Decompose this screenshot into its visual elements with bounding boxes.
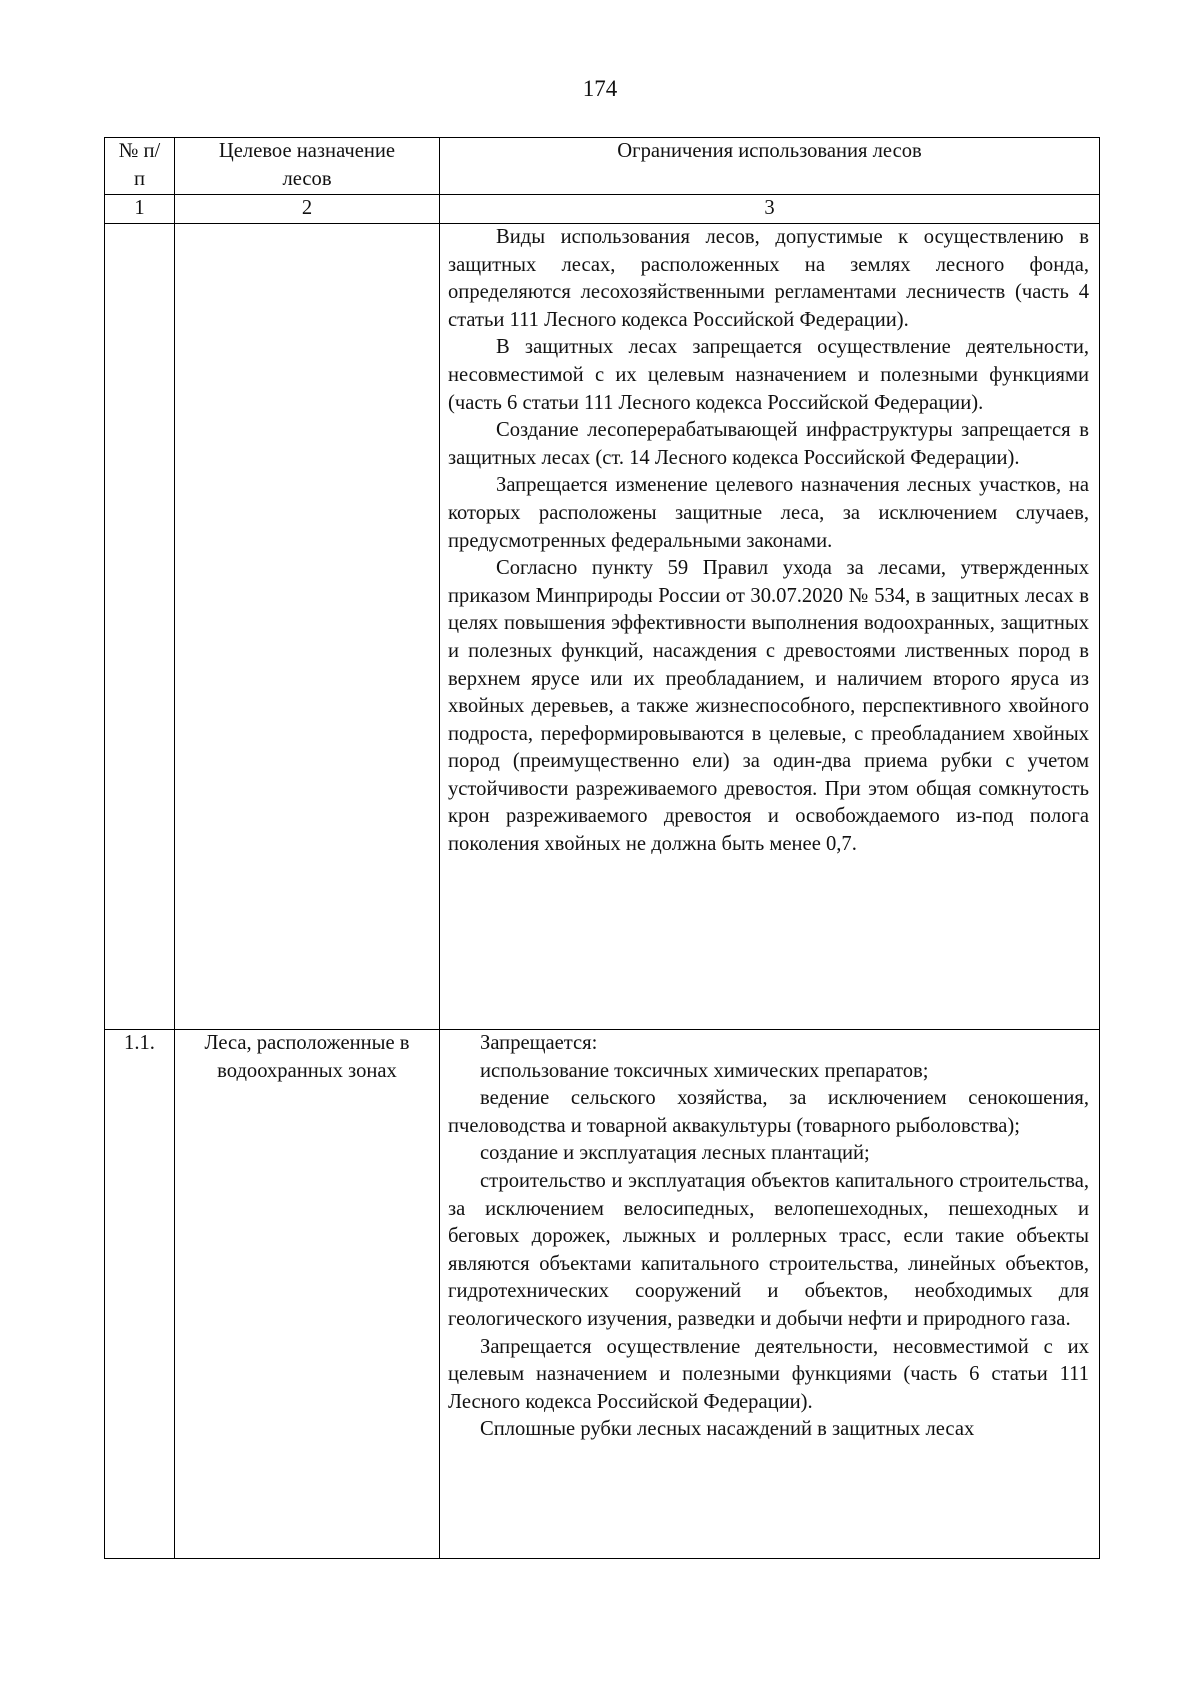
- forest-restrictions-table: [104, 137, 1100, 1559]
- header-restrictions: Ограничения использования лесов: [440, 138, 1100, 195]
- column-number: 2: [175, 195, 440, 224]
- paragraph: создание и эксплуатация лесных плантаций;: [480, 1142, 870, 1165]
- paragraph: Запрещается осуществление деятельности, несовместимой с их целевым назначением и полезными функциями (часть 6 статьи 111 Лесного кодекса Российской Федерации).: [448, 1335, 1089, 1413]
- column-number-row: [105, 195, 1100, 224]
- paragraph: ведение сельского хозяйства, за исключением сенокошения, пчеловодства и товарной аквакультуры (товарного рыболовства);: [448, 1087, 1089, 1137]
- row-num: 1.1.: [105, 1030, 175, 1559]
- paragraph: Создание лесоперерабатывающей инфраструктуры запрещается в защитных лесах (ст. 14 Лесного кодекса Российской Федерации).: [448, 419, 1089, 469]
- paragraph: строительство и эксплуатация объектов капитального строительства, за исключением велосипедных, велопешеходных, пешеходных и беговых дорожек, лыжных и роллерных трасс, если такие объекты являются объектами капитального строительства, линейных объектов, гидротехнических сооружений и объектов, необходимых для геологического изучения, разведки и добычи нефти и природного газа.: [448, 1169, 1089, 1330]
- row-restrictions: [440, 1030, 1100, 1559]
- paragraph: Сплошные рубки лесных насаждений в защитных лесах: [480, 1418, 975, 1441]
- header-num: № п/п: [105, 138, 175, 195]
- paragraph: Запрещается:: [480, 1032, 598, 1054]
- page-number: 174: [582, 76, 618, 101]
- paragraph: В защитных лесах запрещается осуществление деятельности, несовместимой с их целевым назначением и полезными функциями (часть 6 статьи 111 Лесного кодекса Российской Федерации).: [448, 336, 1089, 414]
- table-header-row: [105, 138, 1100, 195]
- row-purpose: Леса, расположенные в водоохранных зонах: [175, 1030, 440, 1559]
- paragraph: использование токсичных химических препаратов;: [480, 1059, 929, 1082]
- column-number: 3: [440, 195, 1100, 224]
- paragraph: Запрещается изменение целевого назначения лесных участков, на которых расположены защитные леса, за исключением случаев, предусмотренных федеральными законами.: [448, 474, 1089, 552]
- row-restrictions: [440, 224, 1100, 1030]
- table-row: [105, 224, 1100, 1030]
- row-purpose: [175, 224, 440, 1030]
- row-num: [105, 224, 175, 1030]
- header-purpose: Целевое назначение лесов: [175, 138, 440, 195]
- column-number: 1: [105, 195, 175, 224]
- paragraph: Согласно пункту 59 Правил ухода за лесами, утвержденных приказом Минприроды России от 30.07.2020 № 534, в защитных лесах в целях повышения эффективности выполнения водоохранных, защитных и полезных функций, насаждения с древостоями лиственных пород в верхнем ярусе или их преобладанием, и наличием второго яруса из хвойных деревьев, а также жизнеспособного, перспективного хвойного подроста, переформировываются в целевые, с преобладанием хвойных пород (преимущественно ели) за один-два приема рубки с учетом устойчивости разреживаемого древостоя. При этом общая сомкнутость крон разреживаемого древостоя и освобождаемого из-под полога поколения хвойных не должна быть менее 0,7.: [448, 557, 1089, 856]
- table-row: [105, 1030, 1100, 1559]
- paragraph: Виды использования лесов, допустимые к осуществлению в защитных лесах, расположенных на землях лесного фонда, определяются лесохозяйственными регламентами лесничеств (часть 4 статьи 111 Лесного кодекса Российской Федерации).: [448, 226, 1089, 331]
